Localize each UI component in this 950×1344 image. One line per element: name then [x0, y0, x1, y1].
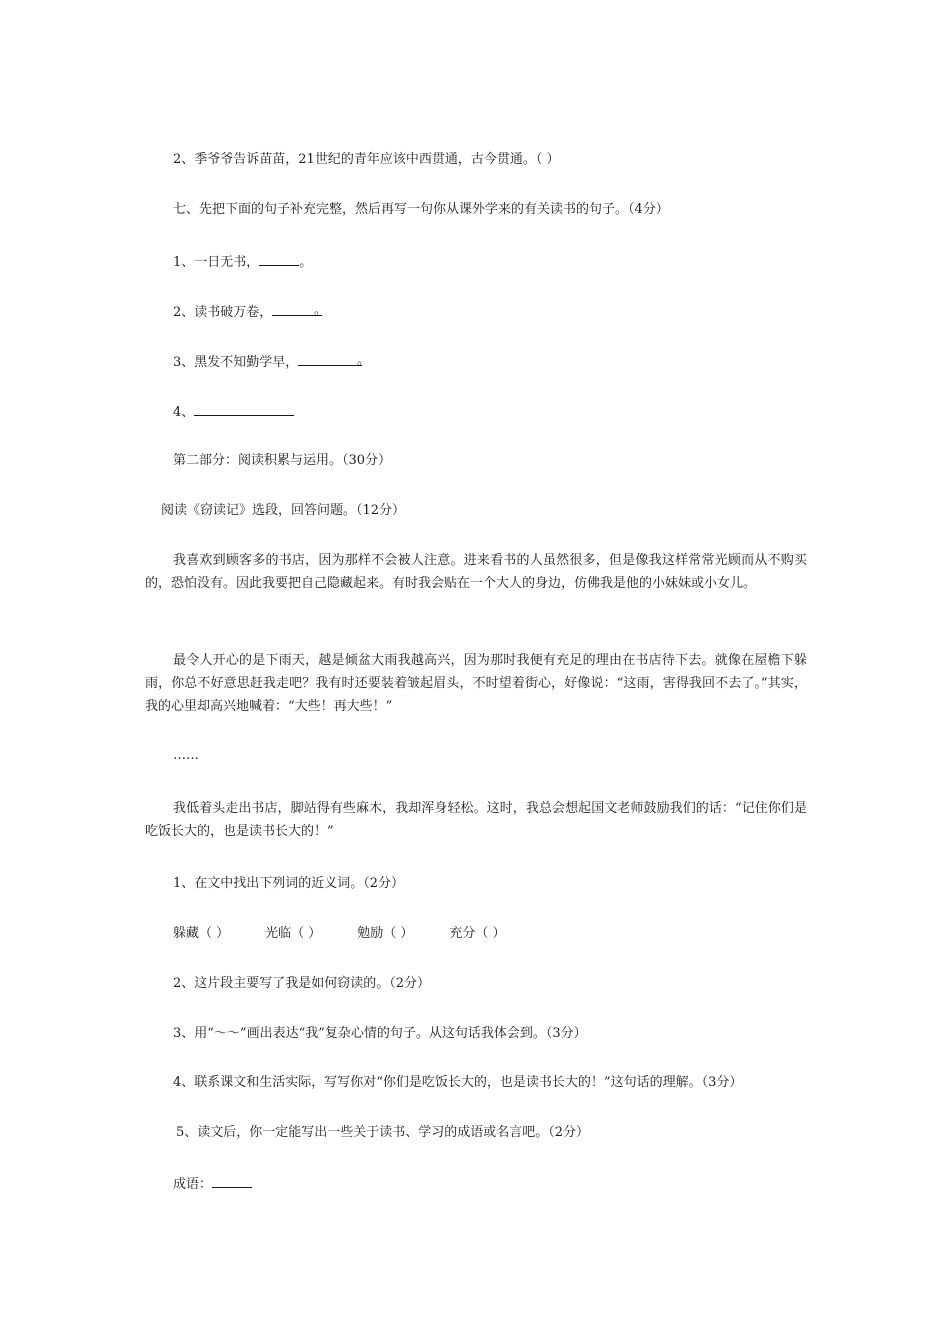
synonym-word: 充分（ ）	[449, 926, 506, 941]
reading-question-3: 3、用“～～”画出表达“我”复杂心情的句子。从这句话我体会到。（3分）	[173, 1026, 587, 1041]
sentence-3-suffix: 。	[357, 353, 371, 368]
synonym-words-row	[173, 926, 506, 942]
question-statement-2: 2、季爷爷告诉苗苗，21世纪的青年应该中西贯通，古今贯通。（ ）	[173, 152, 560, 167]
synonym-word: 光临（ ）	[265, 926, 322, 941]
answer-blank	[212, 1175, 252, 1188]
sentence-3-prefix: 3、黑发不知勤学早，	[173, 355, 299, 370]
passage-paragraph-3: 我低着头走出书店，脚站得有些麻木，我却浑身轻松。这时，我总会想起国文老师鼓励我们的话：“记住你们是吃饭长大的，也是读书长大的！”	[145, 801, 807, 839]
passage-paragraph-1: 我喜欢到顾客多的书店，因为那样不会被人注意。进来看书的人虽然很多，但是像我这样常常光顾而从不购买的，恐怕没有。因此我要把自己隐藏起来。有时我会贴在一个大人的身边，仿佛我是他的小妹妹或小女儿。	[145, 553, 807, 591]
part-two-title: 第二部分：阅读积累与运用。（30分）	[173, 453, 392, 468]
section-seven-title: 七、先把下面的句子补充完整，然后再写一句你从课外学来的有关读书的句子。（4分）	[173, 202, 669, 217]
sentence-4-prefix: 4、	[173, 405, 195, 420]
sentence-completion-3	[173, 353, 362, 371]
synonym-word: 勉励（ ）	[357, 926, 414, 941]
passage-ellipsis: ……	[173, 748, 199, 763]
reading-question-1: 1、在文中找出下列词的近义词。（2分）	[173, 876, 405, 891]
reading-question-2: 2、这片段主要写了我是如何窃读的。（2分）	[173, 976, 431, 991]
answer-blank	[194, 403, 294, 416]
synonym-word: 躲藏（ ）	[173, 926, 230, 941]
sentence-1-prefix: 1、一日无书，	[173, 255, 260, 270]
sentence-completion-2	[173, 303, 322, 321]
sentence-1-suffix: 。	[299, 255, 313, 270]
idiom-answer-line	[173, 1175, 252, 1193]
sentence-completion-1	[173, 253, 312, 271]
answer-blank	[259, 253, 299, 266]
answer-blank	[298, 353, 362, 366]
idiom-label: 成语：	[173, 1177, 213, 1192]
passage-paragraph-2: 最令人开心的是下雨天，越是倾盆大雨我越高兴，因为那时我便有充足的理由在书店待下去。就像在屋檐下躲雨，你总不好意思赶我走吧？我有时还要装着皱起眉头，不时望着街心，好像说：“这雨，害得我回不去了。”其实，我的心里却高兴地喊着：“大些！再大些！”	[145, 653, 807, 714]
sentence-completion-4	[173, 403, 294, 421]
sentence-2-suffix: 。	[314, 303, 328, 318]
sentence-2-prefix: 2、读书破万卷，	[173, 305, 273, 320]
reading-question-4: 4、联系课文和生活实际，写写你对“你们是吃饭长大的，也是读书长大的！”这句话的理解。（3分）	[173, 1075, 743, 1090]
reading-intro: 阅读《窃读记》选段，回答问题。（12分）	[161, 503, 406, 518]
reading-question-5: 5、读文后，你一定能写出一些关于读书、学习的成语或名言吧。（2分）	[176, 1125, 590, 1140]
